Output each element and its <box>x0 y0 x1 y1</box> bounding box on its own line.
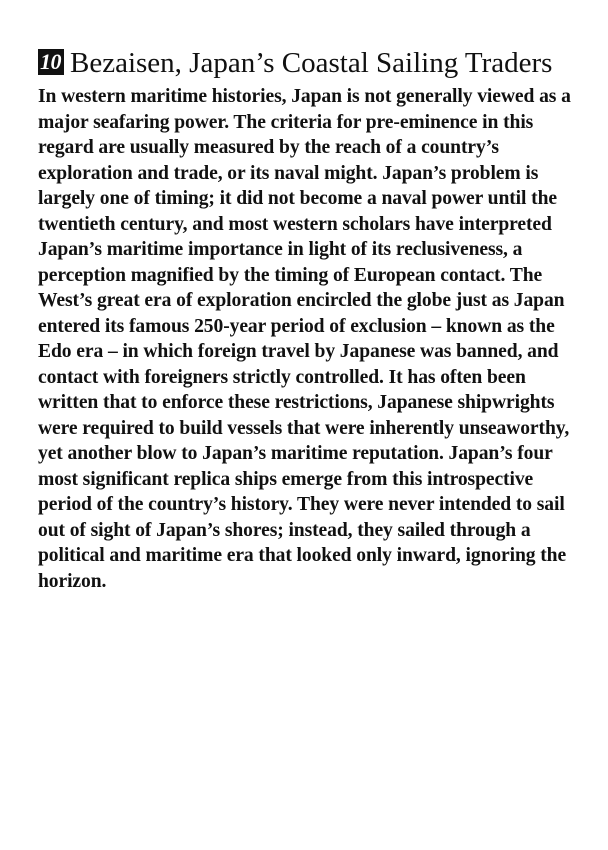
chapter-title: Bezaisen, Japan’s Coastal Sailing Traders <box>70 47 553 79</box>
chapter-heading <box>38 46 573 81</box>
page <box>38 46 573 594</box>
chapter-number-badge: 10 <box>38 49 64 75</box>
body-paragraph: In western maritime histories, Japan is not generally viewed as a major seafaring power. The criteria for pre-eminence in this regard are usually measured by the reach of a country’s exploration and trade, or its naval might. Japan’s problem is largely one of timing; it did not become a naval power until the twentieth century, and most western scholars have interpreted Japan’s maritime importance in light of its reclusiveness, a perception magnified by the timing of European contact. The West’s great era of exploration encircled the globe just as Japan entered its famous 250-year period of exclusion – known as the Edo era – in which foreign travel by Japanese was banned, and contact with foreigners strictly controlled. It has often been written that to enforce these restrictions, Japanese shipwrights were required to build vessels that were inherently unseaworthy, yet another blow to Japan’s maritime reputation. Japan’s four most significant replica ships emerge from this introspective period of the country’s history. They were never intended to sail out of sight of Japan’s shores; instead, they sailed through a political and maritime era that looked only inward, ignoring the horizon. <box>38 86 571 592</box>
